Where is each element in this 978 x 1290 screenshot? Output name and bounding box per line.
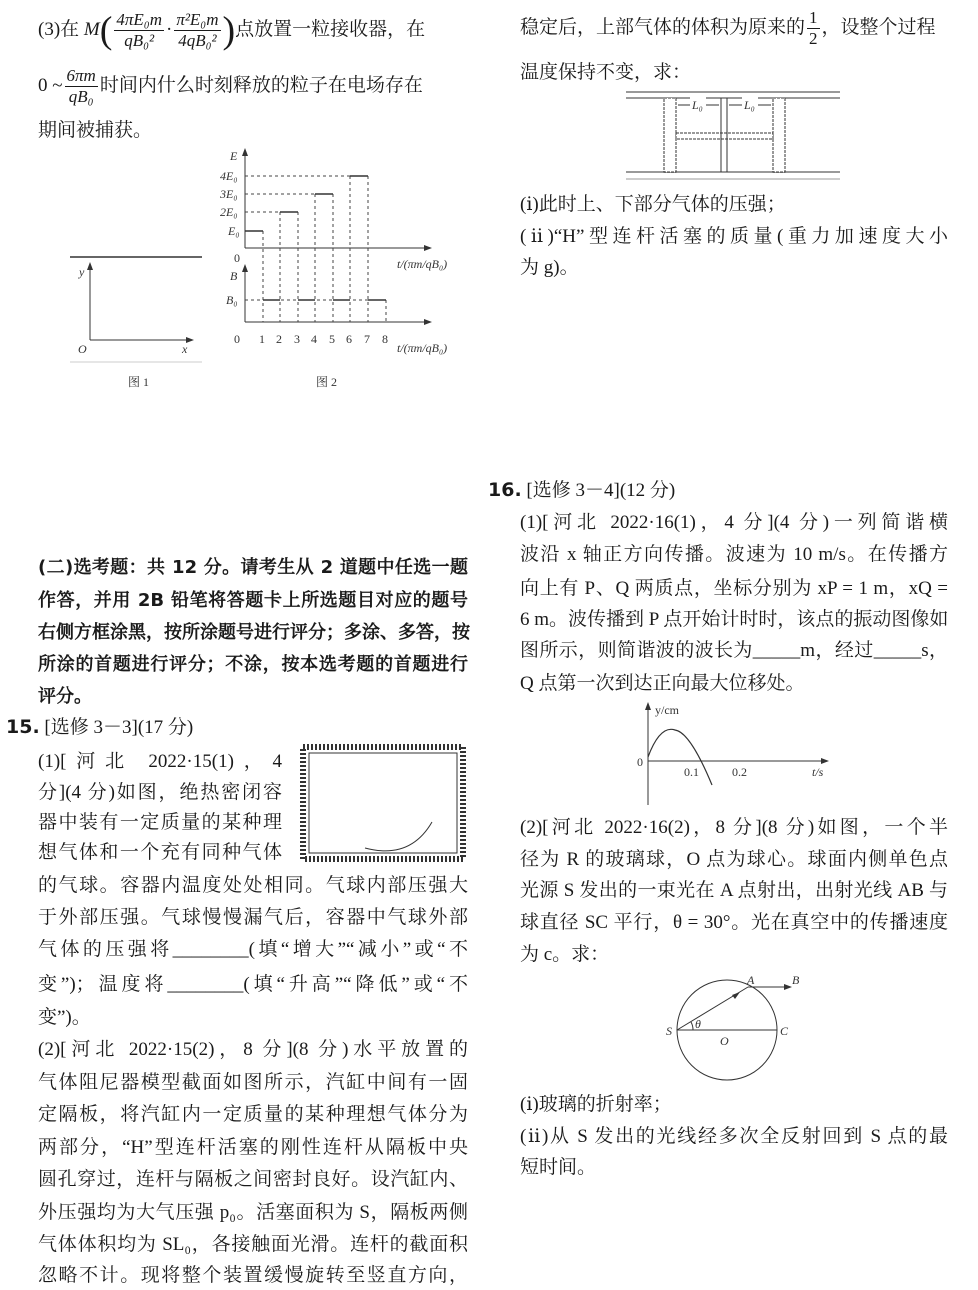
text: ，设整个过程 bbox=[821, 17, 936, 38]
q15-text: 气体阻尼器模型截面如图所示，汽缸中间有一固 bbox=[38, 1072, 468, 1093]
point-c: C bbox=[780, 1024, 789, 1038]
frac-num: 4πE₀m bbox=[116, 10, 162, 30]
frac-den: qB₀² bbox=[124, 31, 155, 51]
frac-den: 4qB₀² bbox=[178, 31, 217, 51]
q16-header bbox=[488, 477, 675, 504]
section-instruction: 评分。 bbox=[38, 686, 92, 707]
q15-text: 外压强均为大气压强 p₀。活塞面积为 S，隔板两侧 bbox=[38, 1202, 468, 1223]
q15-text: 温度保持不变，求： bbox=[520, 62, 692, 83]
q3-line-1: (3)在 M( $\frac{\text{4πE₀m}}{\text{qB₀²}}$ · $\frac{\text{π²E₀m}}{\text{4qB₀²}}$ )点放置一粒接收器，在 bbox=[38, 9, 426, 52]
container-figure bbox=[303, 747, 463, 859]
b-origin: 0 bbox=[234, 332, 240, 346]
q15-text: 的气球。容器内温度处处相同。气球内部压强大 bbox=[38, 875, 468, 896]
q16-text: 波沿 x 轴正方向传播。波速为 10 m/s。在传播方 bbox=[520, 544, 948, 565]
q3-line-2-text: 时间内什么时刻释放的粒子在电场存在 bbox=[99, 75, 423, 96]
question-number: 15. bbox=[6, 716, 40, 738]
t-tick: 5 bbox=[329, 332, 335, 346]
e-tick-1: E₀ bbox=[228, 224, 240, 238]
frac-num: 6πm bbox=[66, 66, 96, 86]
e-tick-4: 4E₀ bbox=[220, 169, 238, 183]
length-label-right: L₀ bbox=[744, 98, 755, 112]
q15-text: 器中装有一定质量的某种理 bbox=[38, 812, 282, 833]
q15-text: (2)[河北 2022·15(2)，8 分](8 分)水平放置的 bbox=[38, 1039, 468, 1060]
q15-text: 分](4 分)如图，绝热密闭容 bbox=[38, 782, 282, 803]
q15-text: 于外部压强。气球慢慢漏气后，容器中气球外部 bbox=[38, 907, 468, 928]
t-tick: 6 bbox=[346, 332, 352, 346]
q16-text: 6 m。波传播到 P 点开始计时时，该点的振动图像如 bbox=[520, 609, 949, 630]
q16-text: 径为 R 的玻璃球，O 点为球心。球面内侧单色点 bbox=[520, 849, 948, 870]
t-axis-label-bottom: t/(πm/qB₀) bbox=[397, 341, 448, 355]
q16-text: 球直径 SC 平行，θ = 30°。光在真空中的传播速度 bbox=[520, 912, 948, 933]
q16-text: Q 点第一次到达正向最大位移处。 bbox=[520, 673, 805, 694]
sub-question: 为 g)。 bbox=[520, 257, 579, 278]
q15-continued-line-1 bbox=[520, 6, 948, 50]
vibration-graph bbox=[637, 702, 829, 805]
q15-text: 圆孔穿过，连杆与隔板之间密封良好。设汽缸内、 bbox=[38, 1169, 468, 1190]
sub-question: (ⅱ)从 S 发出的光线经多次全反射回到 S 点的最 bbox=[520, 1126, 948, 1147]
section-instruction: (二)选考题：共 12 分。请考生从 2 道题中任选一题 bbox=[38, 557, 468, 578]
origin-label: 0 bbox=[637, 755, 643, 769]
q15-text: (1)[河北 2022·15(1)，4 bbox=[38, 751, 282, 772]
q15-text: 变”)；温度将________(填“升高”“降低”或“不 bbox=[38, 974, 468, 995]
section-instruction: 右侧方框涂黑，按所涂题号进行评分；多涂、多答，按 bbox=[38, 622, 470, 643]
t-axis-label-top: t/(πm/qB₀) bbox=[397, 257, 448, 271]
point-m: M bbox=[83, 19, 100, 40]
t-tick: 3 bbox=[294, 332, 300, 346]
q3-prefix: (3)在 bbox=[38, 19, 80, 40]
origin-label: O bbox=[78, 342, 87, 356]
section-instruction: 所涂的首题进行评分；不涂，按本选考题的首题进行 bbox=[38, 654, 468, 675]
e-origin: 0 bbox=[234, 251, 240, 265]
separator: · bbox=[165, 19, 173, 40]
t-tick: 8 bbox=[382, 332, 388, 346]
figure-1-caption: 图 1 bbox=[128, 375, 150, 389]
q15-header bbox=[6, 714, 193, 741]
sub-question: 短时间。 bbox=[520, 1157, 597, 1178]
b-tick: B₀ bbox=[226, 293, 238, 307]
t-tick: 0.1 bbox=[684, 765, 699, 779]
q15-text: 气体体积均为 SL₀，各接触面光滑。连杆的截面积 bbox=[38, 1234, 468, 1255]
x-axis-label: x bbox=[182, 342, 188, 356]
q16-text: 为 c。求： bbox=[520, 944, 610, 965]
t-tick: 2 bbox=[276, 332, 282, 346]
time-start: 0 ~ bbox=[38, 75, 63, 96]
section-instruction: 作答，并用 2B 铅笔将答题卡上所选题目对应的题号 bbox=[38, 590, 468, 611]
q16-text: 图所示，则简谐波的波长为_____m，经过_____s， bbox=[520, 640, 948, 661]
t-axis-label: t/s bbox=[812, 765, 824, 779]
frac-num: π²E₀m bbox=[176, 10, 219, 30]
t-tick: 0.2 bbox=[732, 765, 747, 779]
y-axis-label: y bbox=[79, 265, 85, 279]
q16-text: 光源 S 发出的一束光在 A 点射出，出射光线 AB 与 bbox=[520, 880, 948, 901]
frac-den: 2 bbox=[809, 29, 818, 49]
frac-half bbox=[807, 8, 820, 49]
q3-suffix: 点放置一粒接收器，在 bbox=[235, 19, 426, 40]
e-tick-3: 3E₀ bbox=[220, 187, 238, 201]
point-a: A bbox=[747, 973, 755, 987]
q16-text: (2)[河北 2022·16(2)，8 分](8 分)如图，一个半 bbox=[520, 817, 948, 838]
e-tick-2: 2E₀ bbox=[220, 205, 238, 219]
e-axis-label: E bbox=[230, 149, 238, 163]
glass-sphere-figure bbox=[666, 973, 800, 1080]
question-heading: [选修 3－4](12 分) bbox=[526, 480, 676, 501]
t-tick: 4 bbox=[311, 332, 317, 346]
q15-text: 定隔板，将汽缸内一定质量的某种理想气体分为 bbox=[38, 1104, 468, 1125]
sub-question: (ⅰ)玻璃的折射率； bbox=[520, 1094, 672, 1115]
figure-2 bbox=[219, 148, 447, 389]
frac-den: qB₀ bbox=[68, 87, 94, 107]
q15-text: 气体的压强将________(填“增大”“减小”或“不 bbox=[38, 939, 468, 960]
t-tick: 7 bbox=[364, 332, 370, 346]
point-s: S bbox=[666, 1024, 672, 1038]
point-o: O bbox=[720, 1034, 729, 1048]
sub-question: (ⅰ)此时上、下部分气体的压强； bbox=[520, 194, 786, 215]
sub-question: (ⅱ)“H”型连杆活塞的质量(重力加速度大小 bbox=[520, 226, 948, 247]
length-label-left: L₀ bbox=[692, 98, 703, 112]
q15-text: 想气体和一个充有同种气体 bbox=[38, 842, 282, 863]
question-heading: [选修 3－3](17 分) bbox=[44, 717, 194, 738]
point-b: B bbox=[792, 973, 800, 987]
text: 稳定后，上部气体的体积为原来的 bbox=[520, 17, 806, 38]
angle-theta: θ bbox=[695, 1017, 701, 1031]
t-tick: 1 bbox=[259, 332, 265, 346]
frac-num: 1 bbox=[809, 8, 818, 28]
q16-text: (1)[河北 2022·16(1)，4 分](4 分)一列简谐横 bbox=[520, 512, 948, 533]
q3-line-3: 期间被捕获。 bbox=[38, 120, 153, 141]
q16-text: 向上有 P、Q 两质点，坐标分别为 xP = 1 m，xQ = bbox=[520, 578, 948, 599]
piston-figure bbox=[626, 92, 840, 179]
figure-2-caption: 图 2 bbox=[316, 375, 338, 389]
question-number: 16. bbox=[488, 479, 522, 501]
figure-1 bbox=[70, 257, 202, 389]
b-axis-label: B bbox=[230, 269, 238, 283]
q15-text: 两部分，“H”型连杆活塞的刚性连杆从隔板中央 bbox=[38, 1137, 468, 1158]
q15-text: 忽略不计。现将整个装置缓慢旋转至竖直方向， bbox=[38, 1265, 468, 1286]
q15-text: 变”)。 bbox=[38, 1007, 91, 1028]
y-axis-label: y/cm bbox=[655, 703, 679, 717]
